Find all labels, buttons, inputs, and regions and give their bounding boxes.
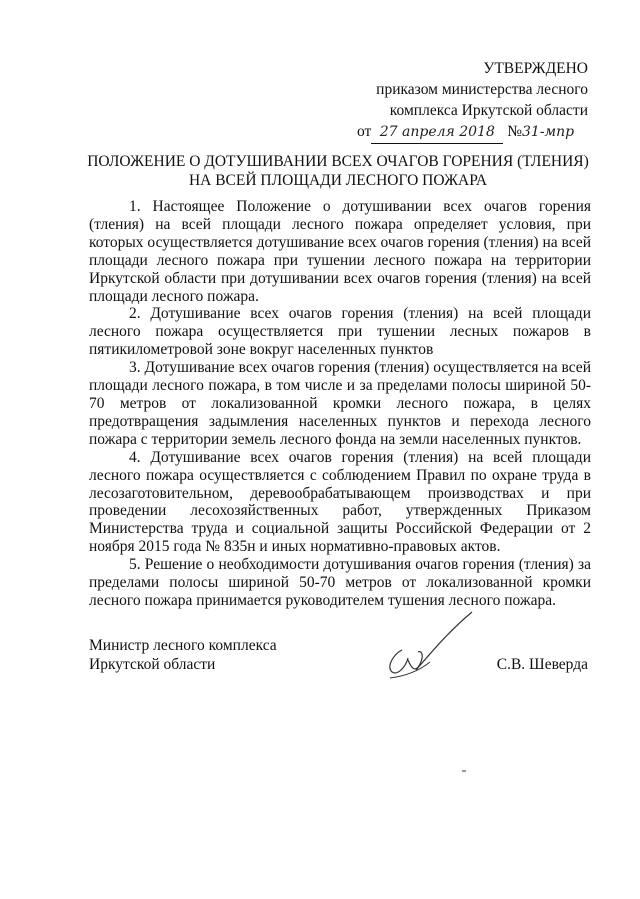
approval-date-line [357, 121, 588, 144]
handwritten-number: 31-мпр [522, 124, 575, 140]
number-label: № [507, 123, 522, 140]
title-line-1: ПОЛОЖЕНИЕ О ДОТУШИВАНИИ ВСЕХ ОЧАГОВ ГОРЕНИЯ (ТЛЕНИЯ) [87, 153, 589, 170]
signer-name: С.В. Шеверда [496, 656, 588, 673]
signatory-position [89, 636, 277, 674]
position-line-2: Иркутской области [89, 656, 216, 673]
approval-line-1: приказом министерства лесного [376, 81, 588, 98]
document-body [89, 198, 591, 610]
paragraph-5: 5. Решение о необходимости дотушивания очагов горения (тления) за пределами полосы шириной 50-70 метров от локализованной кромки лесного пожара принимается руководителем тушения лесного пожара. [89, 556, 591, 609]
handwritten-date: 27 апреля 2018 [371, 122, 503, 144]
paragraph-1: 1. Настоящее Положение о дотушивании всех очагов горения (тления) на всей площади лесного пожара определяет условия, при которых осуществляется дотушивание всех очагов горения (тления) на всей площади лесного пожара при тушении лесного пожара на территории Иркутской области при дотушивании всех очагов горения (тления) на всей площади лесного пожара. [89, 198, 591, 305]
title-line-2: НА ВСЕЙ ПЛОЩАДИ ЛЕСНОГО ПОЖАРА [188, 172, 488, 189]
document-title [48, 152, 628, 190]
position-line-1: Министр лесного комплекса [89, 637, 277, 654]
paragraph-3: 3. Дотушивание всех очагов горения (тления) осуществляется на всей площади лесного пожара, в том числе и за пределами полосы шириной 50-70 метров от локализованной кромки лесного пожара, в целях предотвращения задымления населенных пунктов и перехода лесного пожара с территории земель лесного фонда на земли населенных пунктов. [89, 359, 591, 448]
scan-speck [462, 770, 466, 772]
approval-block [357, 58, 588, 144]
from-label: от [357, 123, 372, 140]
approval-line-2: комплекса Иркутской области [389, 102, 588, 119]
paragraph-4: 4. Дотушивание всех очагов горения (тления) на всей площади лесного пожара осуществляется с соблюдением Правил по охране труда в лесозаготовительном, деревообрабатывающем производствах и при проведении лесохозяйственных работ, утвержденных Приказом Министерства труда и социальной защиты Российской Федерации от 2 ноября 2015 года № 835н и иных нормативно-правовых актов. [89, 448, 591, 556]
paragraph-2: 2. Дотушивание всех очагов горения (тления) на всей площади лесного пожара осуществляется при тушении лесных пожаров в пятикилометровой зоне вокруг населенных пунктов [89, 305, 591, 359]
handwritten-signature [372, 610, 482, 690]
approval-heading: УТВЕРЖДЕНО [483, 60, 588, 77]
